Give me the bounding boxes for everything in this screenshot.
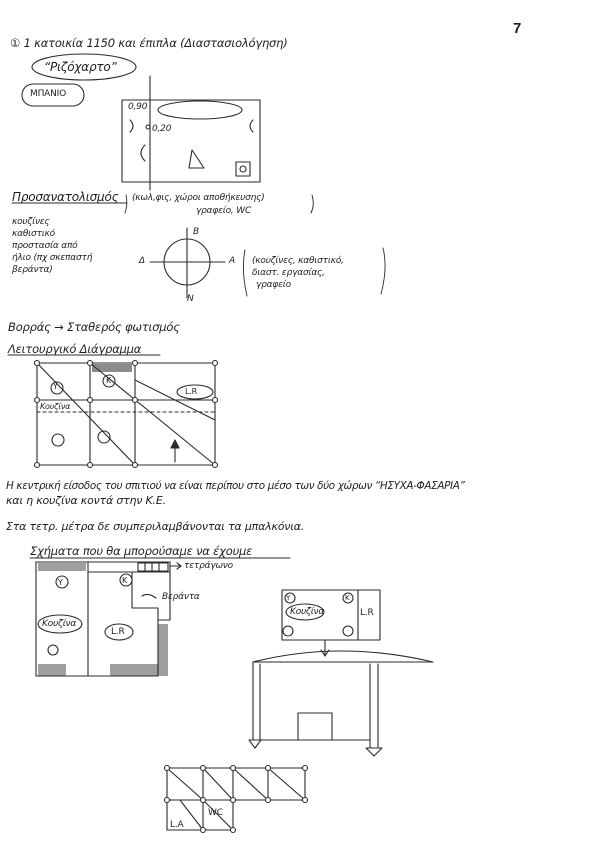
plan-label-veranda: Βεράντα — [162, 592, 200, 602]
plan-label-kouzina: Κουζίνα — [42, 619, 77, 629]
right-plan-label-kouzina: Κουζίνα — [290, 607, 325, 617]
dim-090: 0,90 — [128, 102, 148, 112]
label-rizoxarto: “Ριζόχαρτο” — [44, 60, 117, 74]
bottom-label-wc: WC — [208, 808, 223, 818]
plan-label-lr: L.R — [111, 627, 125, 637]
diagram-label: L.R — [185, 387, 197, 396]
right-plan-label-y: Υ — [286, 594, 291, 602]
shapes-title: Σχήματα που θα μπορούσαμε να έχουμε — [30, 544, 253, 558]
right-note-line: γραφείο — [256, 280, 291, 290]
bottom-label-la: L.A — [170, 820, 184, 830]
balcony-text: Στα τετρ. μέτρα δε συμπεριλαμβάνονται τα μπαλκόνια. — [6, 520, 305, 533]
bottom-grid-sketch — [165, 766, 308, 833]
plan-label-y: Υ — [58, 578, 63, 587]
bathroom-plan-sketch — [122, 76, 260, 190]
plan-label-square: τετράγωνο — [184, 561, 233, 571]
left-note-line: ήλιο (πχ σκεπαστή — [12, 253, 93, 263]
orientation-note: (κωλ,φις, χώροι αποθήκευσης) — [132, 193, 265, 203]
right-plan-label-k: Κ — [345, 594, 350, 602]
diagram-label: Υ — [53, 382, 58, 391]
orientation-note-2: γραφείο, WC — [196, 206, 252, 216]
right-plan-label-lr: L.R — [360, 608, 374, 618]
compass-west: Δ — [139, 256, 145, 266]
orientation-title: Προσανατολισμός — [12, 190, 119, 204]
compass-sketch — [150, 228, 225, 298]
diagram-label: Κ — [106, 376, 112, 385]
page-heading: ① 1 κατοικία 1150 και έπιπλα (Διαστασιολόγηση) — [10, 36, 288, 50]
dim-020: 0,20 — [152, 124, 172, 134]
compass-south: Ν — [187, 294, 194, 304]
diagram-label: Κουζίνα — [40, 402, 71, 411]
functional-diagram-sketch — [35, 361, 218, 468]
page-number: 7 — [513, 20, 522, 37]
plan-label-k: Κ — [122, 576, 128, 585]
right-note-line: διαστ. εργασίας, — [252, 268, 325, 278]
entrance-text-line-1: Η κεντρική είσοδος του σπιτιού να είναι περίπου στο μέσο των δύο χώρων “ΗΣΥΧΑ-ΦΑΣΑΡΙΑ” — [6, 480, 465, 492]
right-plan-sketch — [249, 590, 433, 756]
functional-title: Λειτουργικό Διάγραμμα — [8, 342, 142, 356]
label-mpanio: ΜΠΑΝΙΟ — [30, 89, 66, 99]
right-note-line: (κουζίνες, καθιστικό, — [252, 256, 344, 266]
left-note-line: κουζίνες — [12, 217, 50, 227]
compass-north: Β — [193, 227, 199, 237]
compass-east: Α — [229, 256, 235, 266]
left-note-line: προστασία από — [12, 241, 78, 251]
left-note-line: βεράντα) — [12, 265, 53, 275]
north-rule: Βορράς → Σταθερός φωτισμός — [8, 320, 180, 334]
left-note-line: καθιστικό — [12, 229, 55, 239]
entrance-text-line-2: και η κουζίνα κοντά στην Κ.Ε. — [6, 494, 166, 507]
